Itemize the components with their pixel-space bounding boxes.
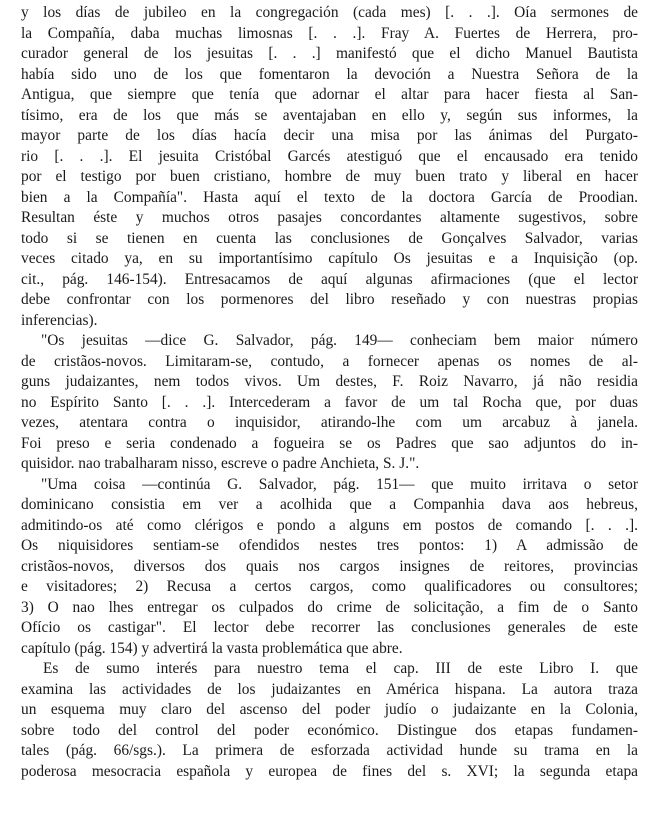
text-line: había sido uno de los que fomentaron la devoción a Nuestra Señora de la <box>21 65 638 83</box>
text-line: capítulo (pág. 154) y advertirá la vasta problemática que abre. <box>21 639 403 657</box>
text-line: la Compañía, daba muchas limosnas [. . .]. Fray A. Fuertes de Herrera, pro- <box>21 24 638 42</box>
text-line: Resultan éste y muchos otros pasajes concordantes altamente sugestivos, sobre <box>21 209 638 226</box>
text-line: Es de sumo interés para nuestro tema el cap. III de este Libro I. que <box>43 660 638 677</box>
text-line: inferencias). <box>21 311 98 329</box>
text-line: tales (pág. 66/sgs.). La primera de esforzada actividad hunde su trama en la <box>21 742 638 759</box>
text-line: 3) O nao lhes entregar os culpados do crime de solicitação, a fim de o Santo <box>21 598 638 616</box>
paragraph-1 <box>21 3 638 331</box>
text-line: Antigua, que siempre que tenía que adornar el altar para hacer fiesta al San- <box>21 86 638 103</box>
text-line: Ofício os castigar". El lector debe recorrer las conclusiones generales de este <box>21 619 638 636</box>
text-line: sobre todo del control del poder económico. Distingue dos etapas fundamen- <box>21 721 638 739</box>
text-line: Foi preso e seria condenado a fogueira se os Padres que sao adjuntos do in- <box>21 434 638 452</box>
paragraph-3 <box>21 475 638 660</box>
text-line: curador general de los jesuitas [. . .] manifestó que el dicho Manuel Bautista <box>21 45 638 62</box>
text-line: debe confrontar con los pormenores del libro reseñado y con nuestras propias <box>21 291 638 308</box>
paragraph-4 <box>21 659 638 782</box>
text-line: veces citado ya, en su importantísimo capítulo Os jesuitas e a Inquisição (op. <box>21 250 638 267</box>
text-line: guns judaizantes, nem todos vivos. Um destes, F. Roiz Navarro, já não residia <box>21 373 638 390</box>
paragraph-2 <box>21 331 638 475</box>
text-line: mayor parte de los días hacía decir una misa por las ánimas del Purgato- <box>21 127 638 144</box>
text-line: admitindo-os até como clérigos e pondo a alguns em postos de comando [. . .]. <box>21 516 638 534</box>
text-line: por el testigo por buen cristiano, hombre de muy buen trato y liberal en hacer <box>21 168 638 185</box>
text-line: no Espírito Santo [. . .]. Intercederam a favor de um tal Rocha que, por duas <box>21 393 638 411</box>
text-line: cristãos-novos, diversos dos quais nos cargos insignes de reitores, provincias <box>21 557 638 575</box>
text-line: tísimo, era de los que más se aventajaban en ello y, según sus informes, la <box>21 106 638 124</box>
text-line: examina las actividades de los judaizantes en América hispana. La autora traza <box>21 680 638 698</box>
text-line: todo si se tienen en cuenta las conclusiones de Gonçalves Salvador, varias <box>21 229 638 247</box>
text-line: un esquema muy claro del ascenso del poder judío o judaizante en la Colonia, <box>21 701 638 718</box>
text-line: e visitadores; 2) Recusa a certos cargos, como qualificadores ou consultores; <box>21 578 638 595</box>
text-line: quisidor. nao trabalharam nisso, escreve o padre Anchieta, S. J.". <box>21 455 420 472</box>
text-line: de cristãos-novos. Limitaram-se, contudo, a fornecer apenas os nomes de al- <box>21 352 638 370</box>
text-line: dominicano consistia em ver a acolhida que a Companhia dava aos hebreus, <box>21 496 638 513</box>
text-line: cit., pág. 146-154). Entresacamos de aquí algunas afirmaciones (que el lector <box>21 270 638 288</box>
text-line: poderosa mesocracia española y europea de fines del s. XVI; la segunda etapa <box>21 762 638 780</box>
text-line: "Os jesuitas —dice G. Salvador, pág. 149— conheciam bem maior número <box>41 332 638 349</box>
text-line: y los días de jubileo en la congregación (cada mes) [. . .]. Oía sermones de <box>21 4 638 21</box>
text-line: bien a la Compañía". Hasta aquí el texto de la doctora García de Proodian. <box>21 188 638 206</box>
text-line: rio [. . .]. El jesuita Cristóbal Garcés atestiguó que el encausado era tenido <box>21 147 638 165</box>
text-line: vezes, atentara contra o inquisidor, atirando-lhe com um arcabuz à janela. <box>21 414 638 431</box>
text-line: Os niquisidores sentiam-se ofendidos nestes tres pontos: 1) A admissão de <box>21 537 638 554</box>
text-line: "Uma coisa —continúa G. Salvador, pág. 151— que muito irritava o setor <box>41 475 638 493</box>
